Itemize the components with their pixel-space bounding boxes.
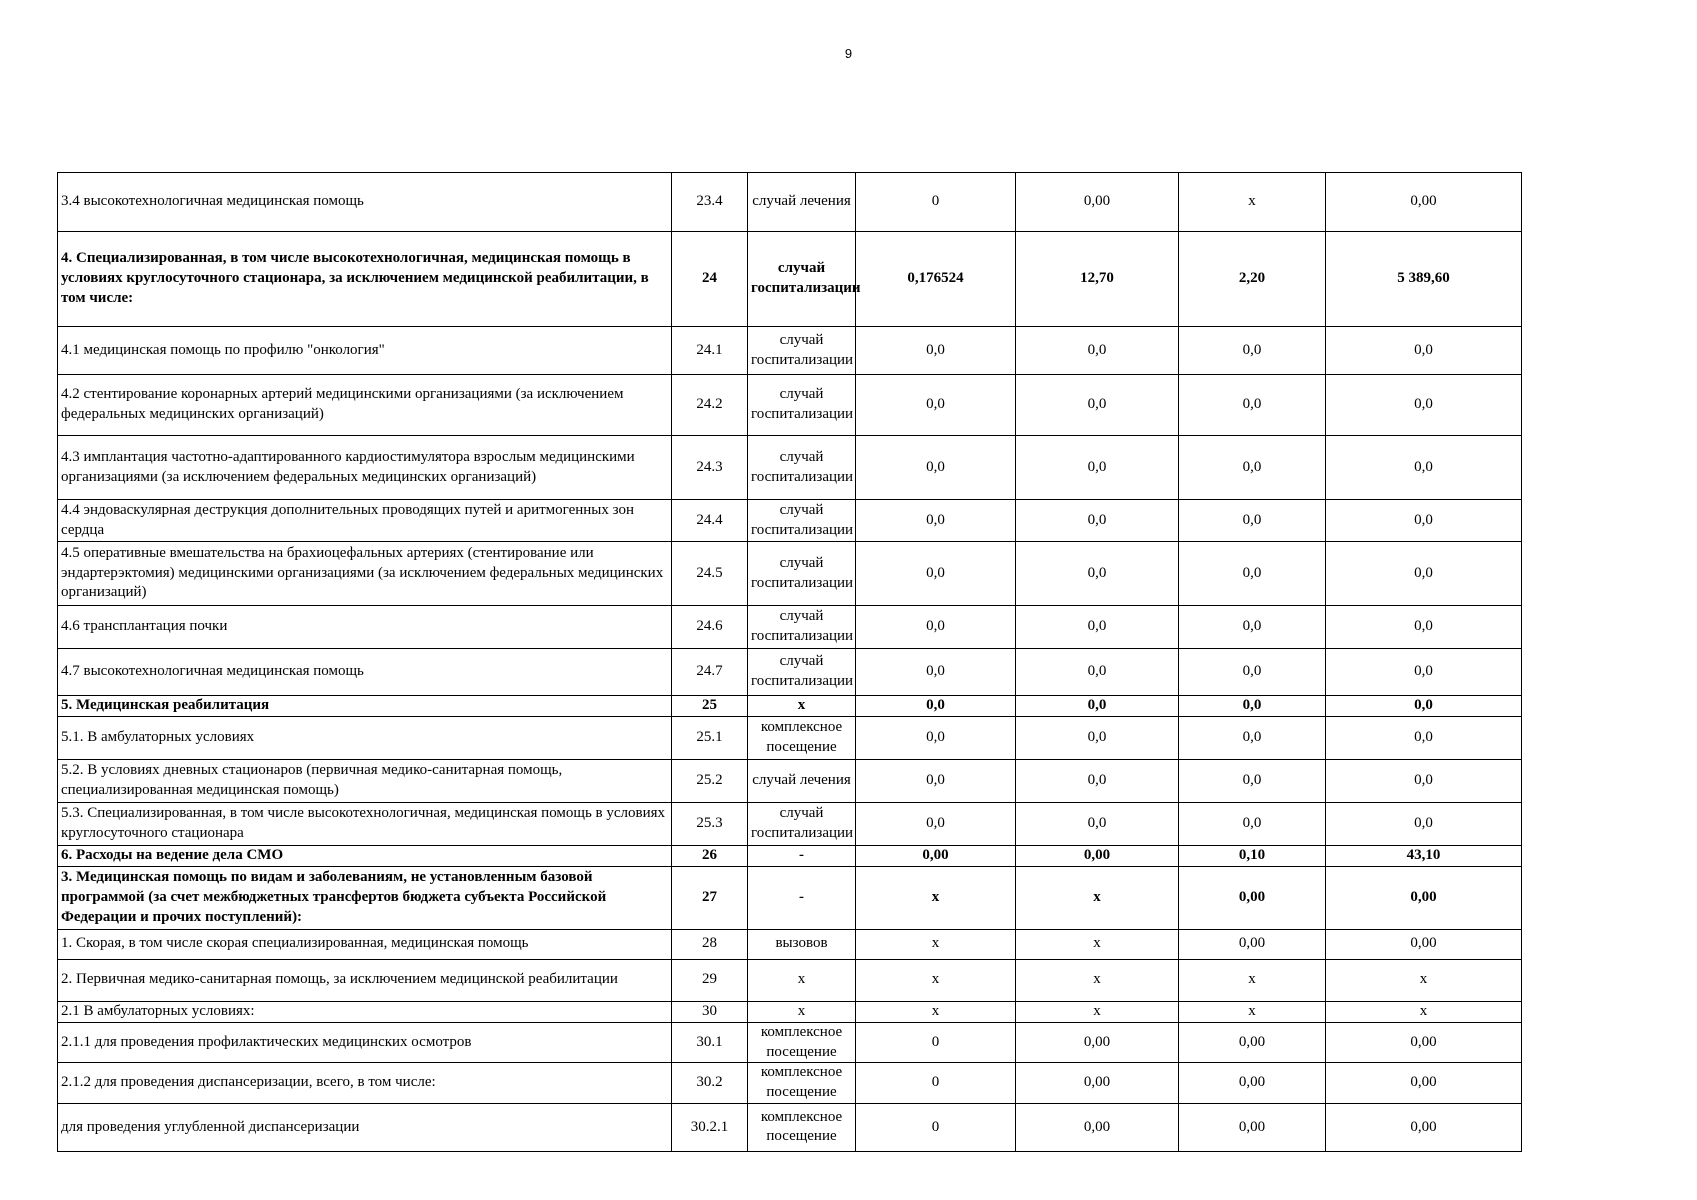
- row-name-cell: 5.3. Специализированная, в том числе высокотехнологичная, медицинская помощь в условиях круглосуточного стационара: [58, 803, 672, 846]
- row-name-cell: 4.5 оперативные вмешательства на брахиоцефальных артериях (стентирование или эндартерэктомия) медицинскими организациями (за исключением федеральных медицинских организаций): [58, 542, 672, 606]
- value-cell-3: 0,00: [1179, 1103, 1326, 1151]
- value-cell-1: 0: [856, 1103, 1016, 1151]
- unit-cell: комплексное посещение: [748, 1022, 856, 1063]
- value-cell-2: х: [1016, 929, 1179, 959]
- value-cell-2: 0,0: [1016, 500, 1179, 542]
- value-cell-4: х: [1326, 1001, 1522, 1022]
- unit-cell: случай госпитализации: [748, 542, 856, 606]
- row-name-cell: 4.6 трансплантация почки: [58, 606, 672, 649]
- value-cell-1: 0,176524: [856, 232, 1016, 327]
- unit-cell: комплексное посещение: [748, 717, 856, 760]
- value-cell-3: х: [1179, 959, 1326, 1001]
- table-row: [58, 696, 1522, 717]
- value-cell-1: 0: [856, 1063, 1016, 1104]
- value-cell-1: х: [856, 866, 1016, 929]
- row-number-cell: 24.2: [672, 375, 748, 436]
- table-body: [58, 173, 1522, 1152]
- table-row: [58, 649, 1522, 696]
- table-row: [58, 1001, 1522, 1022]
- row-name-cell: 4.4 эндоваскулярная деструкция дополнительных проводящих путей и аритмогенных зон сердца: [58, 500, 672, 542]
- row-number-cell: 25.2: [672, 760, 748, 803]
- row-name-cell: 6. Расходы на ведение дела СМО: [58, 846, 672, 867]
- value-cell-3: 0,0: [1179, 696, 1326, 717]
- value-cell-3: 0,0: [1179, 500, 1326, 542]
- value-cell-1: 0,0: [856, 436, 1016, 500]
- page-number: 9: [844, 46, 853, 61]
- value-cell-2: 0,0: [1016, 327, 1179, 375]
- value-cell-1: 0,0: [856, 500, 1016, 542]
- value-cell-1: х: [856, 929, 1016, 959]
- table-row: [58, 929, 1522, 959]
- value-cell-4: 0,0: [1326, 649, 1522, 696]
- value-cell-4: 43,10: [1326, 846, 1522, 867]
- value-cell-4: 0,0: [1326, 606, 1522, 649]
- value-cell-2: 0,00: [1016, 1103, 1179, 1151]
- row-name-cell: 2.1 В амбулаторных условиях:: [58, 1001, 672, 1022]
- unit-cell: случай госпитализации: [748, 649, 856, 696]
- value-cell-3: 0,0: [1179, 803, 1326, 846]
- unit-cell: х: [748, 959, 856, 1001]
- row-name-cell: 4.7 высокотехнологичная медицинская помощь: [58, 649, 672, 696]
- value-cell-1: 0,0: [856, 606, 1016, 649]
- table-row: [58, 866, 1522, 929]
- value-cell-3: 0,00: [1179, 929, 1326, 959]
- value-cell-1: 0: [856, 173, 1016, 232]
- value-cell-4: х: [1326, 959, 1522, 1001]
- row-number-cell: 30.1: [672, 1022, 748, 1063]
- row-number-cell: 24.6: [672, 606, 748, 649]
- value-cell-4: 0,00: [1326, 1063, 1522, 1104]
- value-cell-3: 0,0: [1179, 606, 1326, 649]
- value-cell-2: 0,0: [1016, 696, 1179, 717]
- row-name-cell: 4. Специализированная, в том числе высокотехнологичная, медицинская помощь в условиях круглосуточного стационара, за исключением медицинской реабилитации, в том числе:: [58, 232, 672, 327]
- table-row: [58, 1022, 1522, 1063]
- value-cell-3: 0,00: [1179, 1022, 1326, 1063]
- value-cell-3: 0,0: [1179, 542, 1326, 606]
- unit-cell: вызовов: [748, 929, 856, 959]
- unit-cell: -: [748, 846, 856, 867]
- table-row: [58, 959, 1522, 1001]
- value-cell-1: 0,0: [856, 542, 1016, 606]
- unit-cell: -: [748, 866, 856, 929]
- value-cell-2: 0,00: [1016, 173, 1179, 232]
- value-cell-4: 0,0: [1326, 760, 1522, 803]
- value-cell-2: 0,0: [1016, 760, 1179, 803]
- row-number-cell: 24.4: [672, 500, 748, 542]
- row-number-cell: 29: [672, 959, 748, 1001]
- value-cell-2: 0,00: [1016, 1022, 1179, 1063]
- unit-cell: случай госпитализации: [748, 803, 856, 846]
- value-cell-4: 0,00: [1326, 929, 1522, 959]
- value-cell-4: 0,00: [1326, 866, 1522, 929]
- value-cell-2: 12,70: [1016, 232, 1179, 327]
- value-cell-1: 0,0: [856, 760, 1016, 803]
- unit-cell: х: [748, 696, 856, 717]
- data-table: [57, 172, 1522, 1152]
- value-cell-1: 0,0: [856, 696, 1016, 717]
- row-name-cell: 4.3 имплантация частотно-адаптированного кардиостимулятора взрослым медицинскими организациями (за исключением федеральных медицинских организаций): [58, 436, 672, 500]
- value-cell-4: 0,00: [1326, 1103, 1522, 1151]
- unit-cell: комплексное посещение: [748, 1063, 856, 1104]
- row-number-cell: 24.5: [672, 542, 748, 606]
- value-cell-4: 0,0: [1326, 436, 1522, 500]
- value-cell-3: х: [1179, 173, 1326, 232]
- row-number-cell: 25.3: [672, 803, 748, 846]
- table-row: [58, 606, 1522, 649]
- row-number-cell: 24: [672, 232, 748, 327]
- value-cell-3: 0,0: [1179, 717, 1326, 760]
- value-cell-4: 0,0: [1326, 717, 1522, 760]
- row-name-cell: 5.1. В амбулаторных условиях: [58, 717, 672, 760]
- unit-cell: х: [748, 1001, 856, 1022]
- unit-cell: случай госпитализации: [748, 436, 856, 500]
- row-name-cell: 2.1.2 для проведения диспансеризации, всего, в том числе:: [58, 1063, 672, 1104]
- value-cell-3: 0,0: [1179, 649, 1326, 696]
- value-cell-1: 0,0: [856, 803, 1016, 846]
- value-cell-3: 0,0: [1179, 327, 1326, 375]
- row-name-cell: 5. Медицинская реабилитация: [58, 696, 672, 717]
- row-number-cell: 30: [672, 1001, 748, 1022]
- unit-cell: случай лечения: [748, 173, 856, 232]
- table-row: [58, 1063, 1522, 1104]
- value-cell-2: 0,0: [1016, 717, 1179, 760]
- table-row: [58, 542, 1522, 606]
- value-cell-4: 0,0: [1326, 542, 1522, 606]
- value-cell-4: 0,0: [1326, 803, 1522, 846]
- value-cell-2: х: [1016, 959, 1179, 1001]
- table-row: [58, 375, 1522, 436]
- value-cell-2: х: [1016, 866, 1179, 929]
- value-cell-2: 0,0: [1016, 606, 1179, 649]
- row-number-cell: 27: [672, 866, 748, 929]
- table-row: [58, 436, 1522, 500]
- table-row: [58, 846, 1522, 867]
- value-cell-1: х: [856, 1001, 1016, 1022]
- value-cell-1: 0,0: [856, 649, 1016, 696]
- row-number-cell: 25: [672, 696, 748, 717]
- table-row: [58, 803, 1522, 846]
- value-cell-1: 0,0: [856, 375, 1016, 436]
- value-cell-1: 0: [856, 1022, 1016, 1063]
- row-name-cell: 2. Первичная медико-санитарная помощь, за исключением медицинской реабилитации: [58, 959, 672, 1001]
- value-cell-3: 0,10: [1179, 846, 1326, 867]
- value-cell-1: 0,0: [856, 327, 1016, 375]
- value-cell-1: 0,0: [856, 717, 1016, 760]
- value-cell-3: 0,0: [1179, 760, 1326, 803]
- value-cell-4: 0,00: [1326, 173, 1522, 232]
- value-cell-2: 0,0: [1016, 542, 1179, 606]
- value-cell-1: 0,00: [856, 846, 1016, 867]
- row-number-cell: 24.7: [672, 649, 748, 696]
- row-name-cell: 3.4 высокотехнологичная медицинская помощь: [58, 173, 672, 232]
- value-cell-3: х: [1179, 1001, 1326, 1022]
- row-name-cell: 1. Скорая, в том числе скорая специализированная, медицинская помощь: [58, 929, 672, 959]
- row-number-cell: 26: [672, 846, 748, 867]
- value-cell-2: 0,0: [1016, 649, 1179, 696]
- row-name-cell: 4.1 медицинская помощь по профилю "онкология": [58, 327, 672, 375]
- unit-cell: случай госпитализации: [748, 327, 856, 375]
- row-number-cell: 25.1: [672, 717, 748, 760]
- table-row: [58, 717, 1522, 760]
- row-name-cell: 5.2. В условиях дневных стационаров (первичная медико-санитарная помощь, специализированная медицинская помощь): [58, 760, 672, 803]
- value-cell-3: 0,0: [1179, 436, 1326, 500]
- value-cell-1: х: [856, 959, 1016, 1001]
- value-cell-3: 0,00: [1179, 866, 1326, 929]
- value-cell-4: 0,00: [1326, 1022, 1522, 1063]
- value-cell-4: 0,0: [1326, 500, 1522, 542]
- value-cell-2: 0,0: [1016, 375, 1179, 436]
- table-row: [58, 1103, 1522, 1151]
- unit-cell: случай госпитализации: [748, 375, 856, 436]
- value-cell-2: 0,0: [1016, 803, 1179, 846]
- unit-cell: случай госпитализации: [748, 500, 856, 542]
- row-name-cell: 2.1.1 для проведения профилактических медицинских осмотров: [58, 1022, 672, 1063]
- value-cell-4: 0,0: [1326, 327, 1522, 375]
- value-cell-2: 0,0: [1016, 436, 1179, 500]
- value-cell-4: 5 389,60: [1326, 232, 1522, 327]
- value-cell-2: 0,00: [1016, 846, 1179, 867]
- value-cell-4: 0,0: [1326, 696, 1522, 717]
- unit-cell: случай лечения: [748, 760, 856, 803]
- table-row: [58, 327, 1522, 375]
- table-row: [58, 173, 1522, 232]
- value-cell-4: 0,0: [1326, 375, 1522, 436]
- table-row: [58, 500, 1522, 542]
- value-cell-3: 0,00: [1179, 1063, 1326, 1104]
- table-row: [58, 232, 1522, 327]
- value-cell-3: 0,0: [1179, 375, 1326, 436]
- value-cell-2: 0,00: [1016, 1063, 1179, 1104]
- row-name-cell: 4.2 стентирование коронарных артерий медицинскими организациями (за исключением федеральных медицинских организаций): [58, 375, 672, 436]
- unit-cell: случай госпитализации: [748, 232, 856, 327]
- value-cell-2: х: [1016, 1001, 1179, 1022]
- unit-cell: комплексное посещение: [748, 1103, 856, 1151]
- table-row: [58, 760, 1522, 803]
- row-number-cell: 28: [672, 929, 748, 959]
- row-name-cell: для проведения углубленной диспансеризации: [58, 1103, 672, 1151]
- row-number-cell: 24.3: [672, 436, 748, 500]
- row-number-cell: 24.1: [672, 327, 748, 375]
- row-number-cell: 30.2: [672, 1063, 748, 1104]
- value-cell-3: 2,20: [1179, 232, 1326, 327]
- unit-cell: случай госпитализации: [748, 606, 856, 649]
- row-name-cell: 3. Медицинская помощь по видам и заболеваниям, не установленным базовой программой (за счет межбюджетных трансфертов бюджета субъекта Российской Федерации и прочих поступлений):: [58, 866, 672, 929]
- row-number-cell: 30.2.1: [672, 1103, 748, 1151]
- row-number-cell: 23.4: [672, 173, 748, 232]
